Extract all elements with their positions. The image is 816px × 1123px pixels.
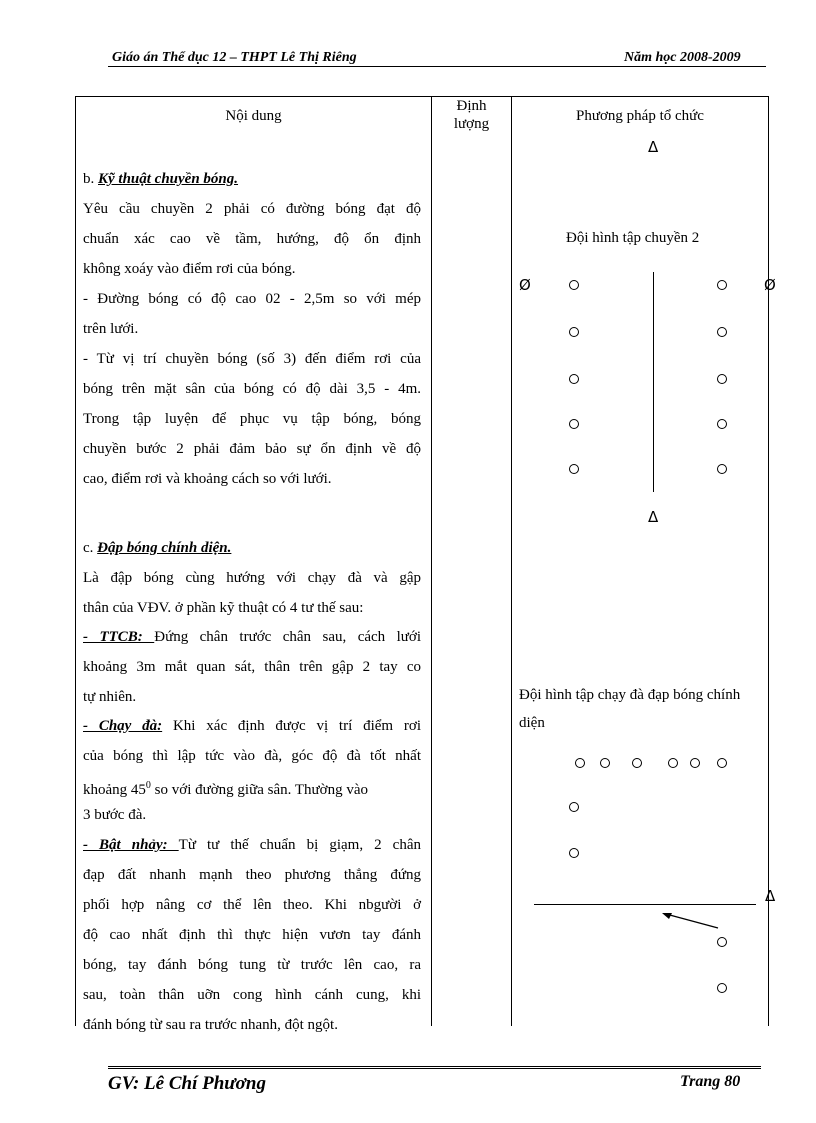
- header-right: Năm học 2008-2009: [624, 50, 741, 65]
- section-c-prefix: c.: [83, 540, 98, 556]
- col-header-amount-line2: lượng: [453, 116, 490, 132]
- player-circle-icon: [569, 848, 579, 858]
- batnhay-label: - Bật nhảy:: [83, 837, 179, 853]
- player-circle-icon: [717, 327, 727, 337]
- section-c-line: khoảng 3m mắt quan sát, thân trên gập 2 tay co: [83, 659, 421, 675]
- triangle-icon: Δ: [648, 138, 659, 156]
- section-b-line: trên lưới.: [83, 321, 139, 337]
- col-header-amount-line1: Định: [456, 98, 487, 114]
- empty-set-icon: Ø: [519, 276, 531, 294]
- net-line: [653, 272, 654, 492]
- col-header-amount: [432, 97, 511, 133]
- header-underline: [108, 66, 766, 67]
- net-line: [534, 904, 756, 905]
- section-b-title: Kỹ thuật chuyền bóng.: [98, 171, 239, 187]
- section-b-line: chuẩn xác cao về tầm, hướng, độ ổn định: [83, 231, 421, 247]
- section-c-heading: [83, 533, 421, 563]
- player-circle-icon: [717, 983, 727, 993]
- header-left: Giáo án Thể dục 12 – THPT Lê Thị Riêng: [112, 50, 357, 65]
- footer-author: GV: Lê Chí Phương: [108, 1073, 266, 1094]
- empty-set-icon: Ø: [764, 276, 776, 294]
- col-header-method: Phương pháp tổ chức: [576, 108, 704, 124]
- ttcb-label: - TTCB:: [83, 629, 155, 645]
- section-c-line: tự nhiên.: [83, 689, 137, 705]
- section-b-line: Trong tập luyện để phục vụ tập bóng, bóng: [83, 411, 421, 427]
- chayda-line3-b: so với đường giữa sân. Thường vào: [150, 782, 368, 798]
- arrow-icon: [660, 910, 722, 932]
- player-circle-icon: [569, 280, 579, 290]
- section-c-line: của bóng thì lập tức vào đà, góc độ đà tốt nhất: [83, 748, 421, 764]
- chayda-line3-a: khoảng 45: [83, 782, 146, 798]
- section-b-line: chuyền bước 2 phải đảm bảo sự ổn định về độ: [83, 441, 421, 457]
- section-c-line: độ cao nhất định thì thực hiện vươn tay đánh: [83, 927, 421, 943]
- chayda-text: Khi xác định được vị trí điểm rơi: [162, 718, 421, 734]
- section-c-line: phối hợp nâng cơ thể lên theo. Khi nbgười ở: [83, 897, 421, 913]
- footer-page: Trang 80: [680, 1073, 741, 1090]
- player-circle-icon: [569, 464, 579, 474]
- table-divider-1: [431, 96, 432, 1026]
- player-circle-icon: [717, 464, 727, 474]
- ttcb-text: Đứng chân trước chân sau, cách lưới: [154, 629, 422, 645]
- diagram2-label-line1: Đội hình tập chạy đà đạp bóng chính: [519, 687, 741, 703]
- diagram2-label-line2: diện: [519, 715, 545, 731]
- section-c-chayda-line: [83, 711, 421, 741]
- col-header-content: Nội dung: [225, 108, 282, 124]
- player-circle-icon: [632, 758, 642, 768]
- section-b-line: không xoáy vào điểm rơi của bóng.: [83, 261, 296, 277]
- diagram1-label: Đội hình tập chuyền 2: [566, 230, 700, 246]
- section-b-line: cao, điểm rơi và khoảng cách so với lưới.: [83, 471, 332, 487]
- table-border-left: [75, 96, 76, 1026]
- player-circle-icon: [717, 937, 727, 947]
- player-circle-icon: [569, 802, 579, 812]
- section-b-line: Yêu cầu chuyền 2 phải có đường bóng đạt độ: [83, 201, 421, 217]
- player-circle-icon: [600, 758, 610, 768]
- player-circle-icon: [717, 280, 727, 290]
- triangle-icon: Δ: [765, 887, 776, 905]
- batnhay-text: Từ tư thế chuẩn bị giạm, 2 chân: [178, 837, 421, 853]
- section-c-line: bóng, tay đánh bóng tung từ trước lên cao, ra: [83, 957, 421, 973]
- player-circle-icon: [717, 374, 727, 384]
- player-circle-icon: [569, 419, 579, 429]
- section-c-line: sau, toàn thân uỡn cong hình cánh cung, khi: [83, 987, 421, 1003]
- player-circle-icon: [569, 327, 579, 337]
- chayda-label: - Chạy đà:: [83, 718, 163, 734]
- player-circle-icon: [668, 758, 678, 768]
- player-circle-icon: [569, 374, 579, 384]
- player-circle-icon: [690, 758, 700, 768]
- section-c-line: thân của VĐV. ở phần kỹ thuật có 4 tư thế sau:: [83, 600, 364, 616]
- section-c-batnhay-line: [83, 830, 421, 860]
- section-b-line: - Từ vị trí chuyền bóng (số 3) đến điểm rơi của: [83, 351, 421, 367]
- section-b-prefix: b.: [83, 171, 98, 187]
- section-c-line: Là đập bóng cùng hướng với chạy đà và gập: [83, 570, 421, 586]
- player-circle-icon: [717, 419, 727, 429]
- diagram2-label: [519, 681, 767, 737]
- player-circle-icon: [575, 758, 585, 768]
- section-c-line: đạp đất nhanh mạnh theo phương thẳng đứng: [83, 867, 421, 883]
- degree-sup: 0: [145, 780, 151, 791]
- section-c-ttcb-line: [83, 622, 421, 652]
- section-c-line: 3 bước đà.: [83, 807, 147, 823]
- section-b-line: bóng trên mặt sân của bóng có độ dài 3,5 - 4m.: [83, 381, 421, 397]
- section-c-line: đánh bóng từ sau ra trước nhanh, đột ngột.: [83, 1017, 338, 1033]
- section-b-line: - Đường bóng có độ cao 02 - 2,5m so với mép: [83, 291, 421, 307]
- section-c-title: Đập bóng chính diện.: [97, 540, 232, 556]
- player-circle-icon: [717, 758, 727, 768]
- section-b-heading: [83, 164, 421, 194]
- footer-rule: [108, 1066, 761, 1069]
- triangle-icon: Δ: [648, 508, 659, 526]
- table-divider-2: [511, 96, 512, 1026]
